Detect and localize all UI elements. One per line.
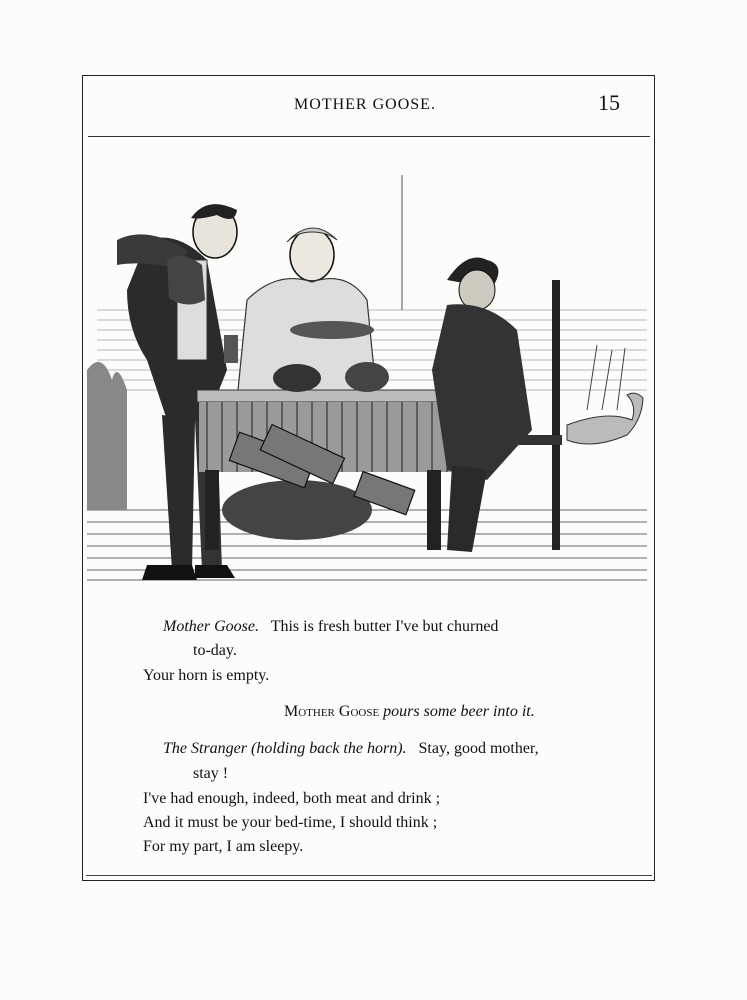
running-head: MOTHER GOOSE. (294, 96, 436, 113)
stage-text: pours some beer into it. (383, 703, 535, 720)
stage-paren: (holding back the horn). (251, 740, 407, 757)
speech-line-2: to-day. (193, 642, 237, 659)
speech-line-3: Your horn is empty. (143, 667, 270, 684)
speech-line-5 (163, 740, 539, 758)
speech-line-7: I've had enough, indeed, both meat and drink ; (143, 790, 441, 807)
speech-text: This is fresh butter I've but churned (270, 618, 499, 635)
stage-name: Mother Goose (284, 703, 380, 720)
engraving-illustration (87, 170, 647, 590)
speech-line-9: For my part, I am sleepy. (143, 838, 304, 855)
header-rule (88, 136, 650, 137)
speaker-mother-goose: Mother Goose. (163, 618, 259, 635)
page-number: 15 (598, 90, 620, 115)
stage-direction (284, 703, 535, 721)
speech-line-1 (163, 618, 498, 636)
speech-line-8: And it must be your bed-time, I should think ; (143, 814, 438, 831)
speech-text: Stay, good mother, (418, 740, 539, 757)
speaker-stranger: The Stranger (163, 740, 247, 757)
speech-line-6: stay ! (193, 765, 229, 782)
bottom-rule (86, 875, 652, 876)
